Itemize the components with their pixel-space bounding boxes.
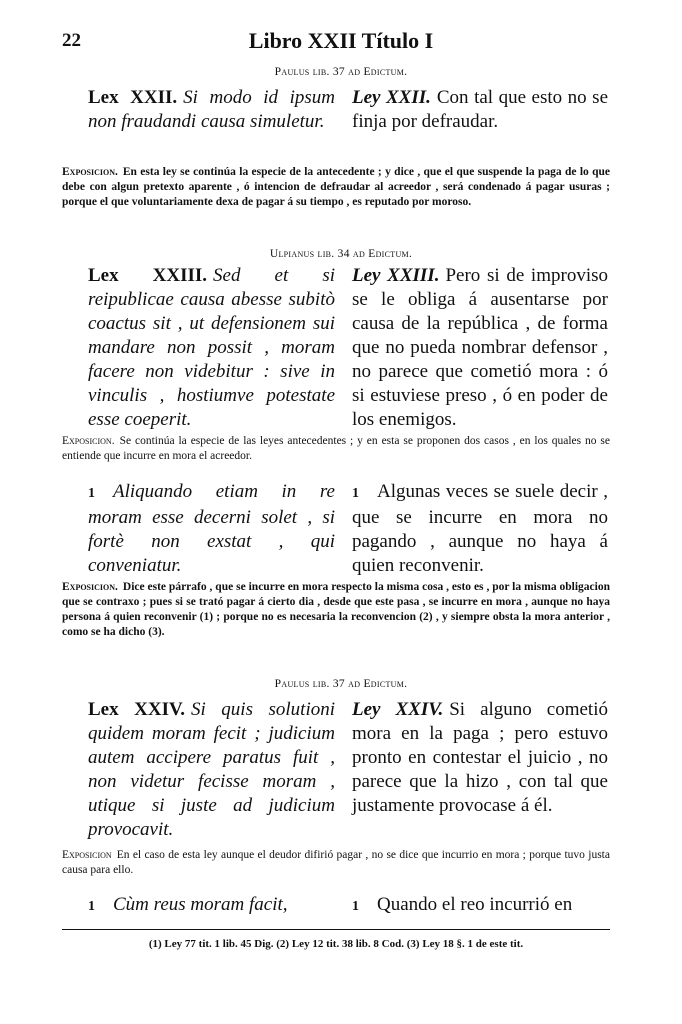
- spanish-text-block: [352, 893, 608, 919]
- latin-law-text: Si quis solutioni quidem moram fecit ; judicium autem accipere paratus fuit , non videtur fecisse moram , utique si juste ad judicium provocavit.: [88, 699, 336, 840]
- spanish-text-block: [352, 698, 608, 818]
- spanish-paragraph-text: Quando el reo incurrió en: [377, 894, 573, 915]
- latin-law-label: Lex XXII.: [88, 87, 178, 108]
- paragraph-number: 1: [88, 486, 95, 501]
- paragraph-number: 1: [88, 899, 95, 914]
- exposition-paragraph: [62, 434, 610, 464]
- latin-law-text: Sed et si reipublicae causa abesse subitò coactus sit , ut defensionem sui mandare non possit , moram facere non videbitur : sive in vinculis , hostiumve potestate esse coeperit.: [88, 265, 335, 430]
- latin-text-block: [88, 480, 335, 578]
- exposition-label: Exposicion.: [62, 166, 118, 178]
- source-citation: Paulus lib. 37 ad Edictum.: [274, 678, 408, 690]
- exposition-paragraph: [62, 165, 610, 210]
- exposition-paragraph: [62, 580, 610, 640]
- spanish-law-text: Si alguno cometió mora en la paga ; pero estuvo pronto en contestar el juicio , no parece que la hizo , con tal que justamente provocase á él.: [352, 699, 608, 816]
- exposition-label: Exposicion.: [62, 435, 115, 447]
- latin-law-text: Si modo id ipsum non fraudandi causa simuletur.: [88, 87, 335, 132]
- latin-text-block: [88, 86, 335, 134]
- latin-text-block: [88, 893, 335, 919]
- spanish-text-block: [352, 86, 608, 134]
- latin-law-label: Lex XXIII.: [88, 265, 208, 286]
- latin-law-label: Lex XXIV.: [88, 699, 185, 720]
- exposition-text: Dice este párrafo , que se incurre en mora respecto la misma cosa , esto es , por la misma obligacion que se contraxo ; pues si se trató pagar á cierto dia , desde que este pasa , se incurre en mora , aunque no haya persona á quien reconvenir (1) ; porque no es necesaria la reconvencion (2) , y siempre obsta la mora anterior , como se ha dicho (3).: [62, 581, 610, 638]
- footnotes: (1) Ley 77 tit. 1 lib. 45 Dig. (2) Ley 12 tit. 38 lib. 8 Cod. (3) Ley 18 §. 1 de este tit.: [148, 938, 524, 950]
- spanish-law-text: Pero si de improviso se le obliga á ausentarse por causa de la república , de forma que no pueda nombrar defensor , no parece que cometió mora : ó si estuviese preso , ó en poder de los enemigos.: [352, 265, 608, 430]
- latin-text-block: [88, 698, 335, 842]
- latin-paragraph-text: Aliquando etiam in re moram esse decerni solet , si fortè non exstat , qui conveniatur.: [88, 481, 335, 576]
- paragraph-number: 1: [352, 899, 359, 914]
- spanish-paragraph-text: Algunas veces se suele decir , que se incurre en mora no pagando , aunque no haya á quien reconvenir.: [352, 481, 608, 576]
- exposition-text: En esta ley se continúa la especie de la antecedente ; y dice , que el que suspende la paga de lo que debe con algun pretexto aparente , ó intencion de defraudar al acreedor , será condenado á pagar usuras ; porque el que voluntariamente dexa de pagar á su tiempo , es reputado por moroso.: [62, 166, 610, 208]
- spanish-law-label: Ley XXIV.: [352, 699, 444, 720]
- exposition-label: Exposicion: [62, 849, 112, 861]
- footnote-rule: [62, 929, 610, 930]
- latin-paragraph-text: Cùm reus moram facit,: [113, 894, 288, 915]
- page-number: 22: [62, 30, 81, 51]
- paragraph-number: 1: [352, 486, 359, 501]
- exposition-paragraph: [62, 848, 610, 878]
- running-header: Libro XXII Título I: [248, 28, 434, 53]
- spanish-law-label: Ley XXII.: [352, 87, 431, 108]
- exposition-label: Exposicion.: [62, 581, 118, 593]
- latin-text-block: [88, 264, 335, 432]
- source-citation: Ulpianus lib. 34 ad Edictum.: [269, 248, 413, 260]
- exposition-text: En el caso de esta ley aunque el deudor difirió pagar , no se dice que incurrio en mora ; porque tuvo justa causa para ello.: [62, 849, 610, 876]
- spanish-text-block: [352, 264, 608, 432]
- exposition-text: Se continúa la especie de las leyes antecedentes ; y en esta se proponen dos casos , en los quales no se entiende que incurre en mora el acreedor.: [62, 435, 610, 462]
- spanish-law-text: Con tal que esto no se finja por defraudar.: [352, 87, 608, 132]
- spanish-text-block: [352, 480, 608, 578]
- spanish-law-label: Ley XXIII.: [352, 265, 440, 286]
- source-citation: Paulus lib. 37 ad Edictum.: [274, 66, 408, 78]
